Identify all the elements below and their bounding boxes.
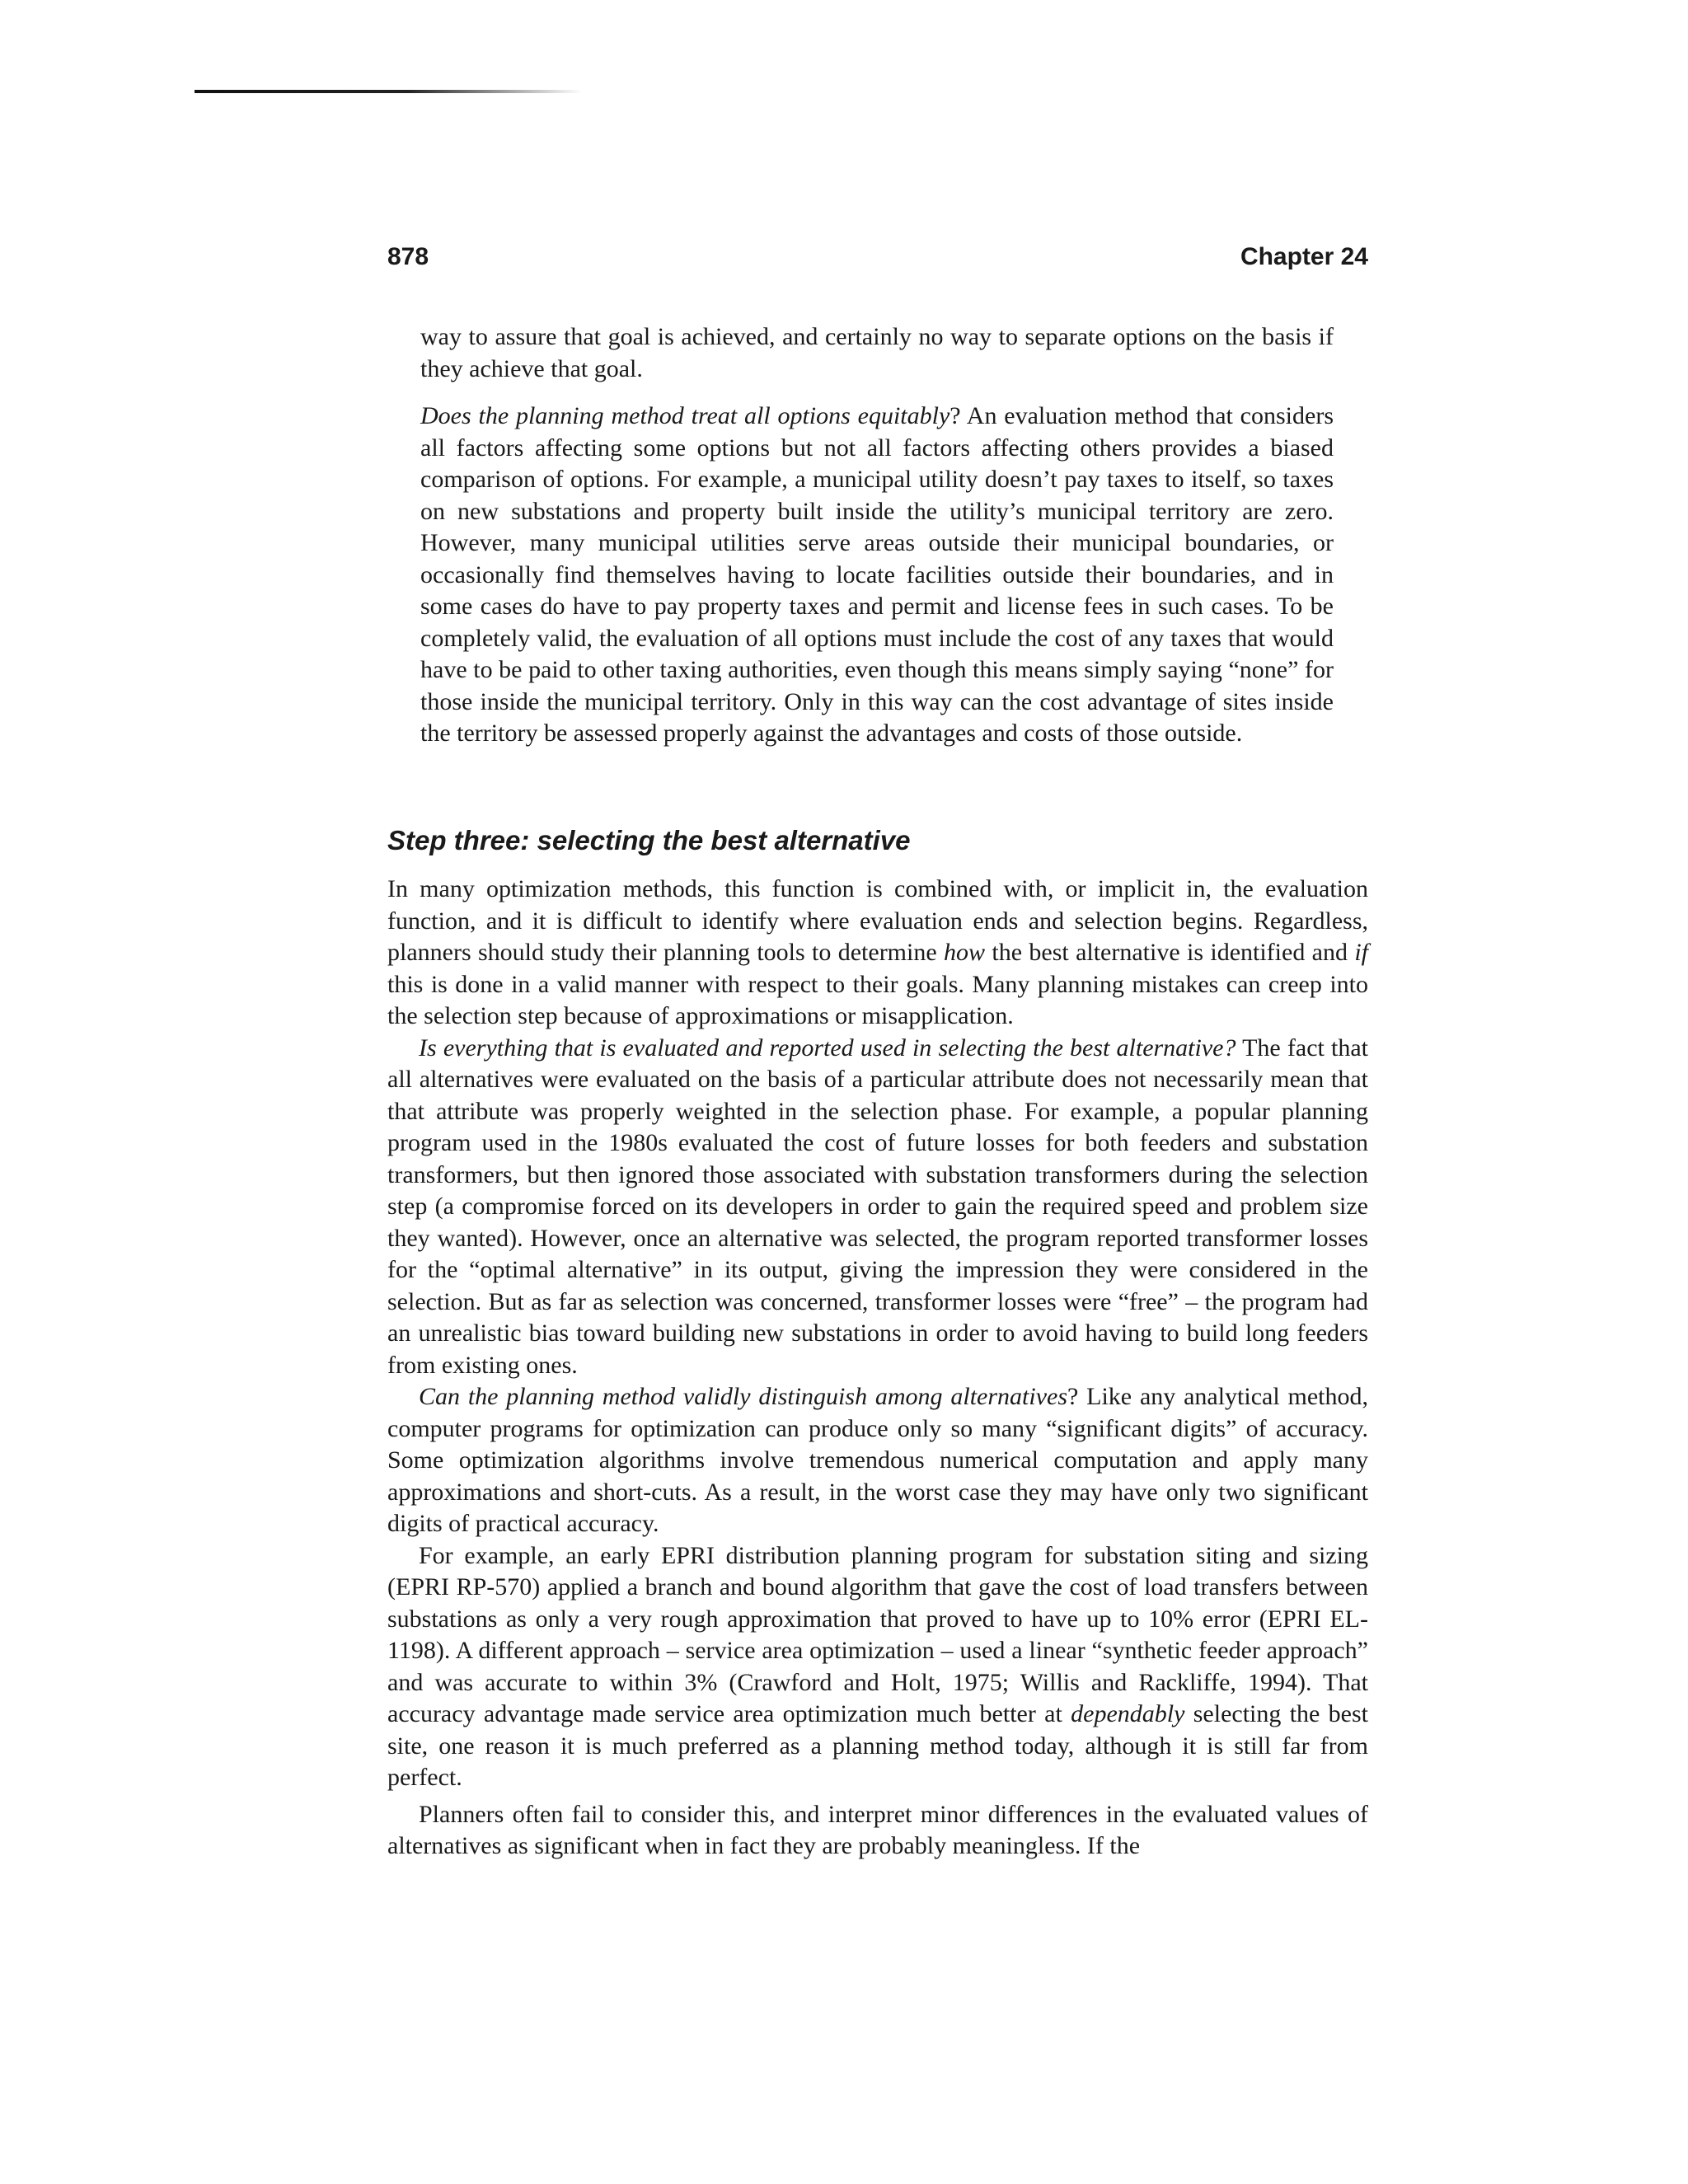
- paragraph: [387, 874, 1368, 1033]
- top-rule: [195, 90, 582, 93]
- emphasis-how: how: [944, 939, 986, 966]
- paragraph: [420, 401, 1334, 750]
- paragraph-text: The fact that all alternatives were evaluated on the basis of a particular attribute does not necessarily mean that that attribute was properly weighted in the selection phase. For example, a popular planning program used in the 1980s evaluated the cost of future losses for both feeders and substation transformers, but then ignored those associated with substation transformers during the selection step (a compromise forced on its developers in order to gain the required speed and problem size they wanted). However, once an alternative was selected, the program reported transformer losses for the “optimal alternative” in its output, giving the impression they were considered in the selection. But as far as selection was concerned, transformer losses were “free” – the program had an unrealistic bias toward building new substations in order to avoid having to build long feeders from existing ones.: [387, 1033, 1368, 1379]
- section-heading: Step three: selecting the best alternative: [387, 825, 911, 855]
- question-italic: Is everything that is evaluated and reported used in selecting the best alternative?: [419, 1033, 1236, 1062]
- paragraph-text: the best alternative is identified and: [985, 939, 1355, 966]
- paragraph-text: way to assure that goal is achieved, and certainly no way to separate options on the basis if they achieve that goal.: [420, 323, 1334, 382]
- question-italic: Does the planning method treat all options equitably: [420, 402, 950, 429]
- paragraph-text: For example, an early EPRI distribution planning program for substation siting and sizing (EPRI RP-570) applied a branch and bound algorithm that gave the cost of load transfers between substations as only a very rough approximation that proved to have up to 10% error (EPRI EL-1198). A different approach – service area optimization – used a linear “synthetic feeder approach” and was accurate to within 3% (Crawford and Holt, 1975; Willis and Rackliffe, 1994). That accuracy advantage made service area optimization much better at: [387, 1541, 1368, 1727]
- paragraph-text: Planners often fail to consider this, and interpret minor differences in the evaluated values of alternatives as significant when in fact they are probably meaningless. If the: [387, 1800, 1368, 1859]
- indented-text-block: [420, 321, 1334, 766]
- paragraph-text: this is done in a valid manner with respect to their goals. Many planning mistakes can creep into the selection step because of approximations or misapplication.: [387, 970, 1368, 1029]
- paragraph-text: ? An evaluation method that considers all factors affecting some options but not all factors affecting others provides a biased comparison of options. For example, a municipal utility doesn’t pay taxes to itself, so taxes on new substations and property built inside the utility’s municipal territory are zero. However, many municipal utilities serve areas outside their municipal boundaries, or occasionally find themselves having to locate facilities outside their boundaries, and in some cases do have to pay property taxes and permit and license fees in such cases. To be completely valid, the evaluation of all options must include the cost of any taxes that would have to be paid to other taxing authorities, even though this means simply saying “none” for those inside the municipal territory. Only in this way can the cost advantage of sites inside the territory be assessed properly against the advantages and costs of those outside.: [420, 402, 1334, 747]
- paragraph: [387, 1033, 1368, 1382]
- question-italic: Can the planning method validly distinguish among alternatives: [419, 1383, 1068, 1410]
- emphasis-if: if: [1354, 939, 1369, 966]
- page-number: 878: [387, 243, 429, 270]
- paragraph-text: selecting the best site, one reason it is much preferred as a planning method today, although it is still far from perfect.: [387, 1700, 1368, 1791]
- page-header: [387, 241, 1368, 274]
- paragraph: [387, 1799, 1368, 1863]
- main-text-block: [387, 874, 1368, 1863]
- paragraph: [387, 1540, 1368, 1794]
- emphasis-dependably: dependably: [1071, 1700, 1185, 1727]
- paragraph: [420, 321, 1334, 385]
- chapter-label: Chapter 24: [1240, 243, 1368, 270]
- paragraph-text: In many optimization methods, this function is combined with, or implicit in, the evaluation function, and it is difficult to identify where evaluation ends and selection begins. Regardless, planners should study their planning tools to determine: [387, 875, 1368, 966]
- paragraph: [387, 1381, 1368, 1540]
- paragraph-text: ? Like any analytical method, computer programs for optimization can produce only so many “significant digits” of accuracy. Some optimization algorithms involve tremendous numerical computation and apply many approximations and short-cuts. As a result, in the worst case they may have only two significant digits of practical accuracy.: [387, 1383, 1368, 1537]
